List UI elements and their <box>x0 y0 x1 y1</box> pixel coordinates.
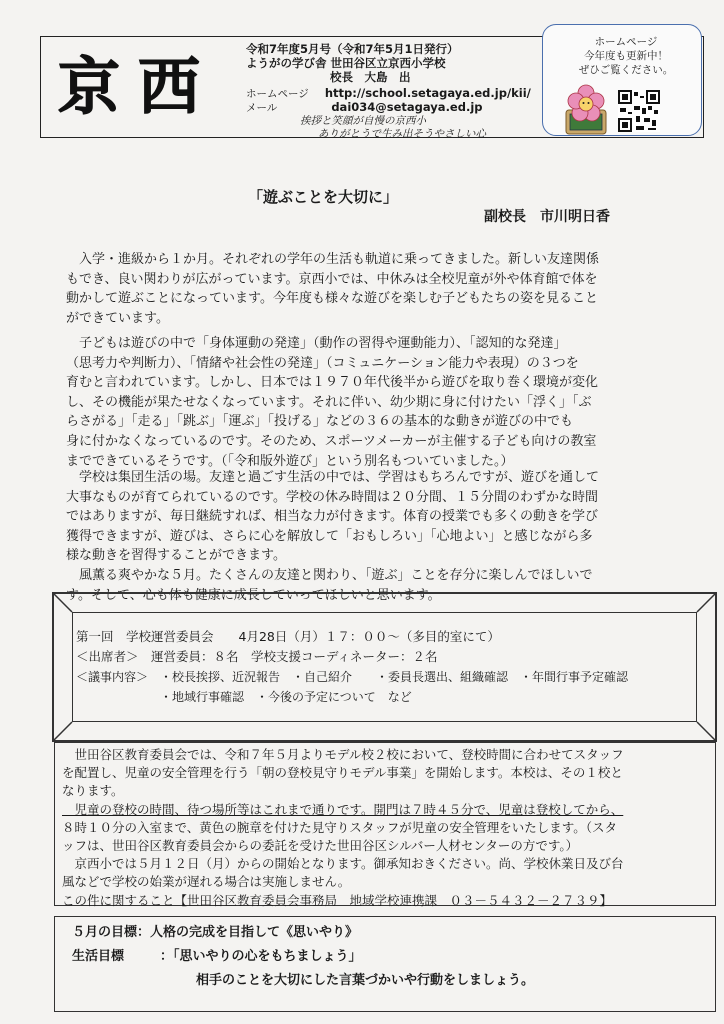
article-paragraph-2: 子どもは遊びの中で「身体運動の発達」（動作の習得や運動能力）、「認知的な発達」 （思考力や判断力）、「情緒や社会性の発達」（コミュニケーション能力や表現）の３つを 育むと言われています。しかし、日本では１９７０年代後半から遊びを取り巻く環境が変化 し、その機能が果たせなくなっています。それに伴い、幼少期に身に付けたい「浮く」「ぶ らさがる」「走る」「跳ぶ」「運ぶ」「投げる」などの３６の基本的な動きが遊びの中でも 身に付かなくなっているのです。そのため、スポーツメーカーが主催する子ども向けの教室 までできているそうです。（「令和版外遊び」という別名もついていました。） <box>66 336 598 469</box>
life-goal-label: 生活目標 <box>72 949 125 964</box>
article-paragraph-3: 学校は集団生活の場。友達と過ごす生活の中では、学習はもちろんですが、遊びを通して 大事なものが育てられているのです。学校の休み時間は２０分間、１５分間のわずかな時間 ではありますが、毎日継続すれば、相当な力が付きます。体育の授業でも多くの動きを学び 獲得できますが、遊びは、さらに心を解放して「おもしろい」「心地よい」と感じながら多 様な動きを習得することができます。 風薫る爽やかな５月。たくさんの友達と関わり、「遊ぶ」ことを存分に楽しんでほしいで す。そして、心も体も健康に成長していってほしいと思います。 <box>66 470 600 603</box>
meeting-attendees: ＜出席者＞ 運営委員：８名 学校支援コーディネーター：２名 <box>76 649 438 664</box>
callout-line-1: ホームページ <box>594 36 658 48</box>
qr-code-icon[interactable] <box>618 90 660 132</box>
homepage-label: ホームページ <box>246 88 309 100</box>
issue-date: 令和7年度5月号（令和7年5月1日発行） <box>246 42 459 56</box>
principal-name: 校長 大島 出 <box>330 70 411 84</box>
mail-row <box>246 100 483 115</box>
article-author: 副校長 市川明日香 <box>484 209 610 225</box>
life-goal: ：「思いやりの心をもちましょう」 <box>160 949 362 964</box>
frame-bevel-lines <box>52 592 717 742</box>
mail-label: メール <box>246 102 278 114</box>
meeting-agenda-1: ＜議事内容＞ ・校長挨拶、近況報告 ・自己紹介 ・委員長選出、組織確認 ・年間行事予定確認 <box>76 670 629 684</box>
school-name: ようがの学び舎 世田谷区立京西小学校 <box>246 56 446 70</box>
motto-line-1: 挨拶と笑顔が自慢の京西小 <box>300 115 426 127</box>
article-paragraph-1: 入学・進級から１か月。それぞれの学年の生活も軌道に乗ってきました。新しい友達関係 もでき、良い関わりが広がっています。京西小では、中休みは全校児童が外や体育館で体を 動かして遊ぶことになっています。今年度も様々な遊びを楽しむ子どもたちの姿を見ること ができています。 <box>66 252 600 326</box>
newsletter-logo: 京西 <box>58 50 219 123</box>
monthly-goal: ５月の目標：人格の完成を目指して《思いやり》 <box>72 925 359 940</box>
homepage-url[interactable]: http://school.setagaya.ed.jp/kii/ <box>324 86 531 100</box>
flower-mascot-icon <box>552 84 616 136</box>
motto-line-2: ありがとうで生み出そうやさしい心 <box>318 128 486 140</box>
meeting-title: 第一回 学校運営委員会 4月28日（月）１７：００～（多目的室にて） <box>76 629 500 644</box>
callout-line-2: 今年度も更新中！ <box>584 50 668 62</box>
article-title: 「遊ぶことを大切に」 <box>248 188 399 206</box>
meeting-agenda-2: ・地域行事確認 ・今後の予定について など <box>76 690 412 704</box>
callout-line-3: ぜひご覧ください。 <box>578 64 674 76</box>
mail-address[interactable]: dai034@setagaya.ed.jp <box>331 100 483 114</box>
life-goal-detail: 相手のことを大切にした言葉づかいや行動をしましょう。 <box>196 973 535 988</box>
homepage-row <box>246 86 531 101</box>
safety-notice-text: 世田谷区教育委員会では、令和７年５月よりモデル校２校において、登校時間に合わせてスタッフ を配置し、児童の安全管理を行う「朝の登校見守りモデル事業」を開始します。本校は、その１校と なります。 児童の登校の時間、待つ場所等はこれまで通りです。開門は７時４５分で、児童は登校してから、 ８時１０分の入室まで、黄色の腕章を付けた見守りスタッフが児童の安全管理をいたします。（スタ ッフは、世田谷区教育委員会からの委託を受けた世田谷区シルバー人材センターの方です。） 京西小では５月１２日（月）からの開始となります。御承知おきください。尚、学校休業日及び台 風などで学校の始業が遅れる場合は実施しません。 この件に関すること【世田谷区教育委員会事務局 地域学校連携課 ０３－５４３２－２７３９】 <box>62 747 624 908</box>
